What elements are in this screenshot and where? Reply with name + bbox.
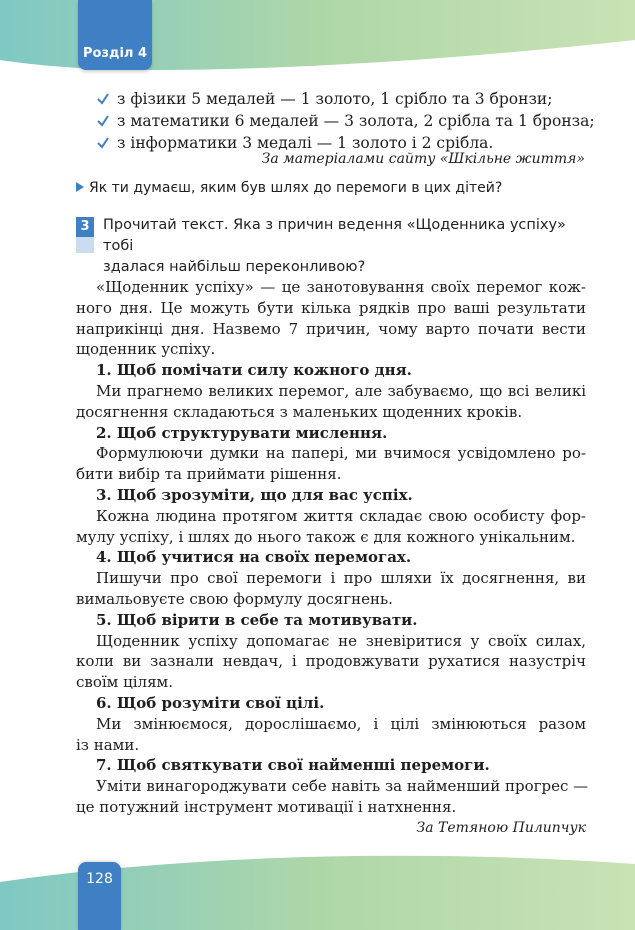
checkmark-icon xyxy=(96,136,110,150)
task-instruction xyxy=(103,215,593,278)
paragraph-line: Формулюючи думки на папері, ми вчимося усвідомлено ро- xyxy=(96,444,586,463)
reason-heading: 7. Щоб святкувати свої найменші перемоги. xyxy=(96,756,490,775)
reason-heading: 2. Щоб структурувати мислення. xyxy=(96,423,388,442)
reason-heading: 4. Щоб учитися на своїх перемогах. xyxy=(96,548,412,567)
checkmark-icon xyxy=(96,114,110,128)
section-tab xyxy=(78,0,152,70)
paragraph-line: ного дня. Це можуть бути кілька рядків про ваші результати xyxy=(76,298,586,317)
paragraph-line: Уміти винагороджувати себе навіть за найменший прогрес — xyxy=(96,777,589,796)
paragraph-line: вимальовуєте свою формулу досягнень. xyxy=(76,589,393,608)
triangle-bullet-icon xyxy=(76,182,84,192)
article-text xyxy=(76,277,589,839)
page-number-tab xyxy=(78,862,121,930)
paragraph-line: Ми змінюємося, дорослішаємо, і цілі змінюються разом xyxy=(96,714,586,733)
paragraph-line: бити вибір та приймати рішення. xyxy=(76,465,342,484)
article-source: За Тетяною Пилипчук xyxy=(416,819,586,836)
page-number: 128 xyxy=(86,871,113,887)
paragraph-line: щоденник успіху. xyxy=(76,340,216,359)
reason-heading: 6. Щоб розуміти свої цілі. xyxy=(96,693,325,712)
section-label: Розділ 4 xyxy=(82,46,148,61)
paragraph-line: Пишучи про свої перемоги і про шляхи їх досягнення, ви xyxy=(96,569,586,588)
reason-heading: 1. Щоб помічати силу кожного дня. xyxy=(96,361,412,380)
paragraph-line: своїм цілям. xyxy=(76,673,173,692)
paragraph-line: Щоденник успіху допомагає не зневіритися у своїх силах, xyxy=(96,631,586,650)
reason-heading: 5. Щоб вірити в себе та мотивувати. xyxy=(96,610,418,629)
question-text: Як ти думаєш, яким був шлях до перемоги в цих дітей? xyxy=(89,180,503,196)
task-line: Прочитай текст. Яка з причин ведення «Щоденника успіху» тобі xyxy=(103,217,566,254)
medal-item-text: з математики 6 медалей — 3 золота, 2 срібла та 1 бронза; xyxy=(117,112,595,130)
paragraph-line: коли ви зазнали невдач, і продовжувати рухатися назустріч xyxy=(76,652,586,671)
list-item xyxy=(96,110,596,132)
paragraph-line: наприкінці дня. Назвемо 7 причин, чому варто почати вести xyxy=(76,319,586,338)
task-number-badge: 3 xyxy=(76,217,94,237)
paragraph-line: мулу успіху, і шлях до нього також є для кожного унікальним. xyxy=(76,527,576,546)
medal-item-text: з фізики 5 медалей — 1 золото, 1 срібло та 3 бронзи; xyxy=(117,90,553,108)
medal-list xyxy=(96,88,596,154)
paragraph-line: із нами. xyxy=(76,735,140,754)
list-item xyxy=(96,88,596,110)
medal-item-text: з інформатики 3 медалі — 1 золото і 2 срібла. xyxy=(117,134,494,152)
task-line: здалася найбільш переконливою? xyxy=(103,259,366,275)
paragraph-line: Ми прагнемо великих перемог, але забуваємо, що всі великі xyxy=(96,381,586,400)
task-number-shade xyxy=(76,237,94,253)
paragraph-line: «Щоденник успіху» — це занотовування своїх перемог кож- xyxy=(96,278,586,296)
paragraph-line: досягнення складаються з маленьких щоденних кроків. xyxy=(76,402,523,421)
paragraph-line: це потужний інструмент мотивації і натхнення. xyxy=(76,797,457,816)
discussion-question xyxy=(76,180,502,196)
paragraph-line: Кожна людина протягом життя складає свою особисту фор- xyxy=(96,506,586,525)
reason-heading: 3. Щоб зрозуміти, що для вас успіх. xyxy=(96,485,413,504)
checkmark-icon xyxy=(96,92,110,106)
medals-source: За матеріалами сайту «Шкільне життя» xyxy=(261,151,585,167)
